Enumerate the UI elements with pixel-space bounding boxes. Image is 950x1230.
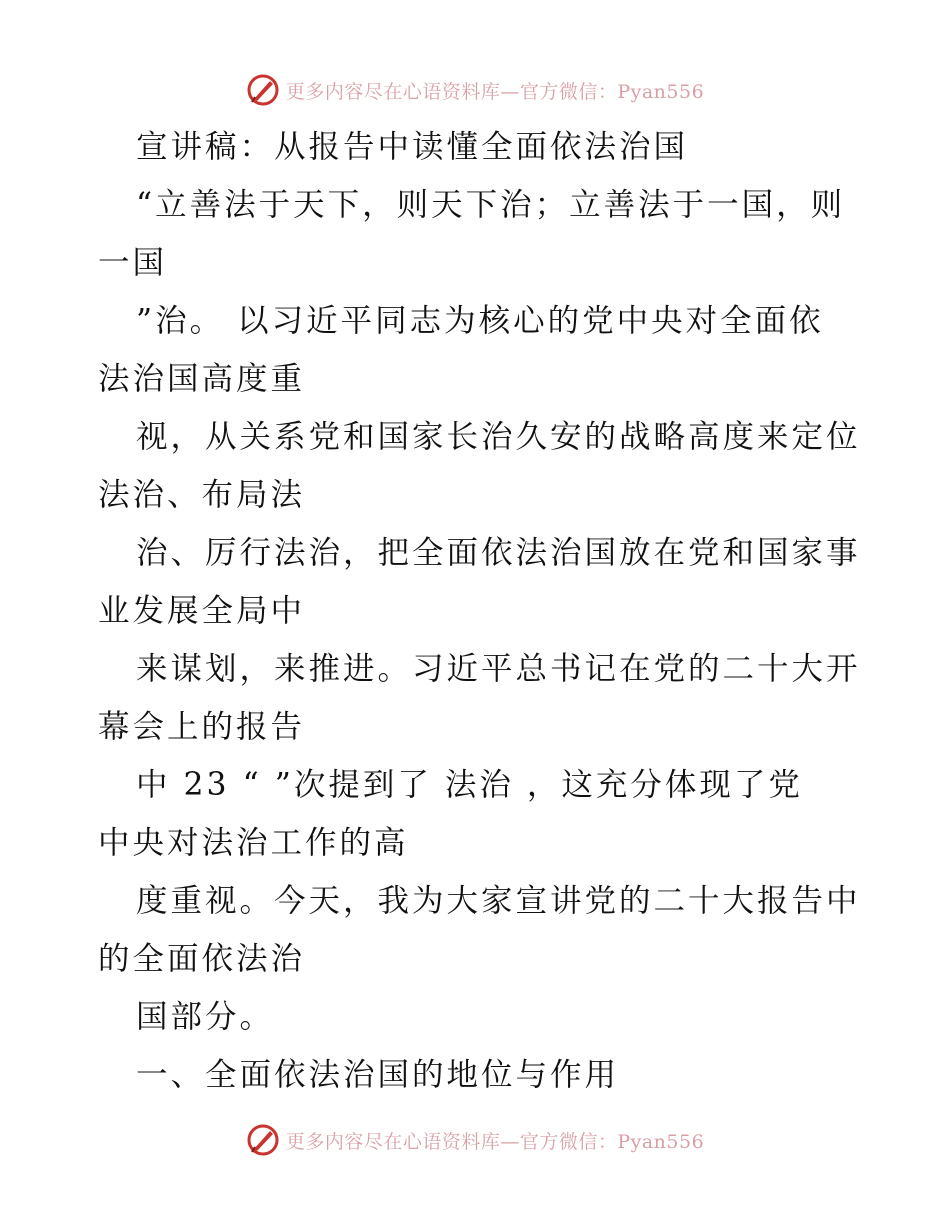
quill-pen-logo-icon (246, 1123, 280, 1157)
paragraph-line: 业发展全局中 (98, 593, 306, 629)
paragraph-line: 中 23 “ ”次提到了 法治 ，这充分体现了党 (136, 767, 803, 803)
paragraph-line: 视，从关系党和国家长治久安的战略高度来定位 (136, 419, 861, 455)
paragraph-line: 国部分。 (136, 999, 275, 1035)
paragraph-line: 一国 (98, 245, 168, 281)
paragraph-line: 中央对法治工作的高 (98, 825, 409, 861)
paragraph-line: 法治、布局法 (98, 477, 306, 513)
paragraph-line: 法治国高度重 (98, 361, 306, 397)
watermark-text: 更多内容尽在心语资料库—官方微信：Pyan556 (285, 80, 705, 103)
paragraph-line: “立善法于天下，则天下治；立善法于一国，则 (136, 187, 846, 223)
watermark-text: 更多内容尽在心语资料库—官方微信：Pyan556 (285, 1130, 705, 1153)
document-title: 宣讲稿：从报告中读懂全面依法治国 (136, 129, 689, 165)
section-heading: 一、全面依法治国的地位与作用 (136, 1057, 620, 1093)
paragraph-line: 的全面依法治 (98, 941, 306, 977)
paragraph-line: 来谋划，来推进。习近平总书记在党的二十大开 (136, 651, 861, 687)
quill-pen-logo-icon (246, 73, 280, 107)
footer-watermark (0, 1122, 950, 1158)
paragraph-line: ”治。 以习近平同志为核心的党中央对全面依 (136, 303, 824, 339)
paragraph-line: 度重视。今天，我为大家宣讲党的二十大报告中 (136, 883, 861, 919)
paragraph-line: 治、厉行法治，把全面依法治国放在党和国家事 (136, 535, 861, 571)
paragraph-line: 幕会上的报告 (98, 709, 306, 745)
header-watermark (0, 72, 950, 108)
document-body (98, 118, 861, 1104)
